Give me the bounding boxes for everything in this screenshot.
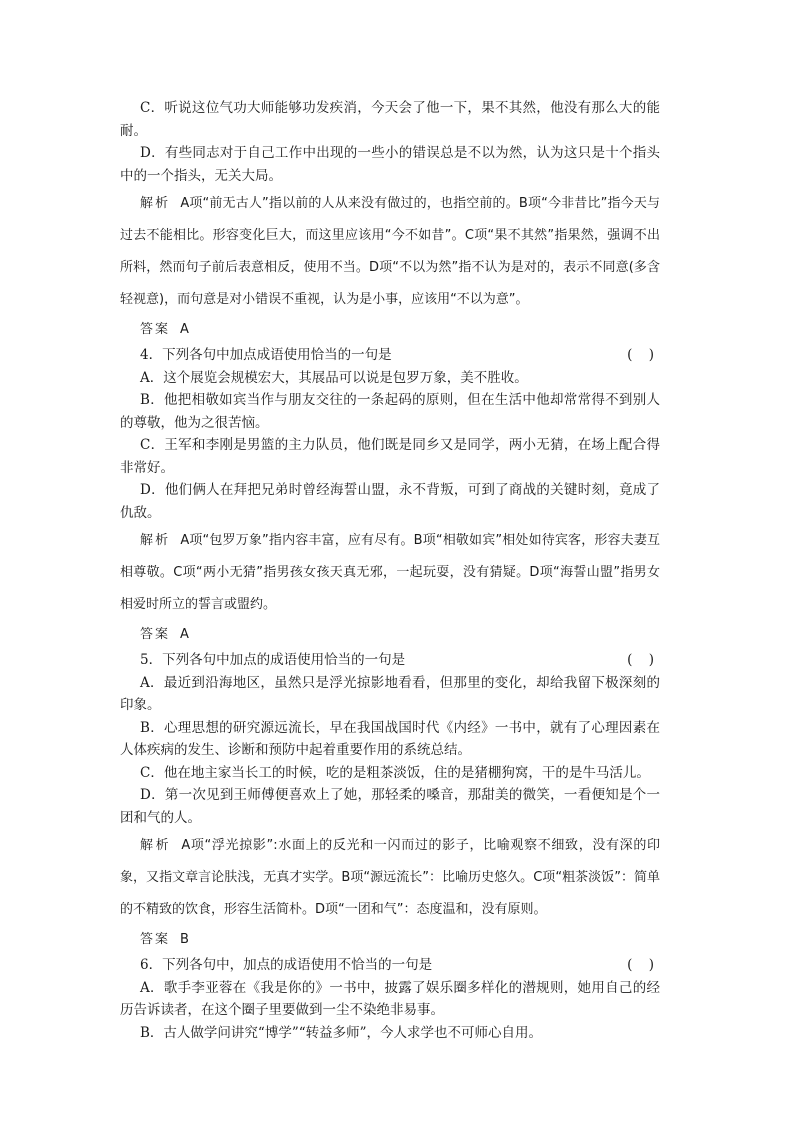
answer-label: 答案	[140, 932, 171, 947]
answer-blank: ( )	[627, 347, 660, 363]
document-body	[120, 97, 660, 1044]
q5-stem	[120, 649, 660, 672]
q4-stem	[120, 344, 660, 367]
q4-option-a: A．这个展览会规模宏大，其展品可以说是包罗万象，美不胜收。	[140, 369, 528, 386]
q4-option-c: C．王军和李刚是男篮的主力队员，他们既是同乡又是同学，两小无猜，在场上配合得非常好。	[120, 437, 660, 476]
answer-blank: ( )	[627, 652, 660, 668]
analysis-label: 解析	[140, 533, 171, 548]
q5-answer	[120, 928, 660, 952]
q5-analysis	[120, 830, 660, 926]
q5-option-c: C．他在地主家当长工的时候，吃的是粗茶淡饭，住的是猪棚狗窝，干的是牛马活儿。	[140, 764, 650, 781]
q3-analysis	[120, 188, 660, 316]
answer-blank: ( )	[627, 957, 660, 973]
question-stem-text: 5．下列各句中加点的成语使用恰当的一句是	[140, 652, 406, 668]
q6-stem	[120, 954, 660, 977]
q3-option-d: D．有些同志对于自己工作中出现的一些小的错误总是不以为然，认为这只是十个指头中的一个指头，无关大局。	[120, 145, 660, 184]
answer-value: A	[180, 322, 189, 337]
q6-option-a: A．歌手李亚蓉在《我是你的》一书中，披露了娱乐圈多样化的潜规则，她用自己的经历告诉读者，在这个圈子里要做到一尘不染绝非易事。	[120, 979, 660, 1018]
answer-label: 答案	[140, 627, 171, 642]
analysis-text: A项“前无古人”指以前的人从来没有做过的，也指空前的。B项“今非昔比”指今天与过去不能相比。形容变化巨大，而这里应该用“今不如昔”。C项“果不其然”指果然，强调不出所料，然而句子前后表意相反，使用不当。D项“不以为然”指不认为是对的，表示不同意(多含轻视意)，而句意是对小错误不重视，认为是小事，应该用“不以为意”。	[120, 196, 660, 307]
analysis-label: 解析	[140, 196, 171, 211]
q4-answer	[120, 623, 660, 647]
q6-option-b: B．古人做学问讲究“博学”“转益多师”，今人求学也不可师心自用。	[140, 1024, 543, 1041]
q3-answer	[120, 318, 660, 342]
answer-value: B	[180, 932, 189, 947]
q4-option-d: D．他们俩人在拜把兄弟时曾经海誓山盟，永不背叛，可到了商战的关键时刻，竟成了仇敌。	[120, 482, 660, 521]
q5-option-b: B．心理思想的研究源远流长，早在我国战国时代《内经》一书中，就有了心理因素在人体疾病的发生、诊断和预防中起着重要作用的系统总结。	[120, 719, 660, 758]
analysis-text: A项“包罗万象”指内容丰富，应有尽有。B项“相敬如宾”相处如待宾客，形容夫妻互相尊敬。C项“两小无猜”指男孩女孩天真无邪，一起玩耍，没有猜疑。D项“海誓山盟”指男女相爱时所立的誓言或盟约。	[120, 533, 660, 612]
answer-value: A	[180, 627, 189, 642]
q4-analysis	[120, 525, 660, 621]
q5-option-d: D．第一次见到王师傅便喜欢上了她，那轻柔的嗓音，那甜美的微笑，一看便知是个一团和气的人。	[120, 787, 660, 826]
q3-option-c: C．听说这位气功大师能够功发疾消，今天会了他一下，果不其然，他没有那么大的能耐。	[120, 100, 660, 139]
analysis-text: A项“浮光掠影”:水面上的反光和一闪而过的影子，比喻观察不细致，没有深的印象，又指文章言论肤浅，无真才实学。B项“源远流长”：比喻历史悠久。C项“粗茶淡饭”：简单的不精致的饮食，形容生活简朴。D项“一团和气”：态度温和，没有原则。	[120, 838, 660, 917]
question-stem-text: 6．下列各句中，加点的成语使用不恰当的一句是	[140, 957, 433, 973]
question-stem-text: 4．下列各句中加点成语使用恰当的一句是	[140, 347, 392, 363]
q5-option-a: A．最近到沿海地区，虽然只是浮光掠影地看看，但那里的变化，却给我留下极深刻的印象。	[120, 674, 660, 713]
analysis-label: 解析	[140, 838, 172, 853]
answer-label: 答案	[140, 322, 171, 337]
q4-option-b: B．他把相敬如宾当作与朋友交往的一条起码的原则，但在生活中他却常常得不到别人的尊敬，他为之很苦恼。	[120, 392, 660, 431]
